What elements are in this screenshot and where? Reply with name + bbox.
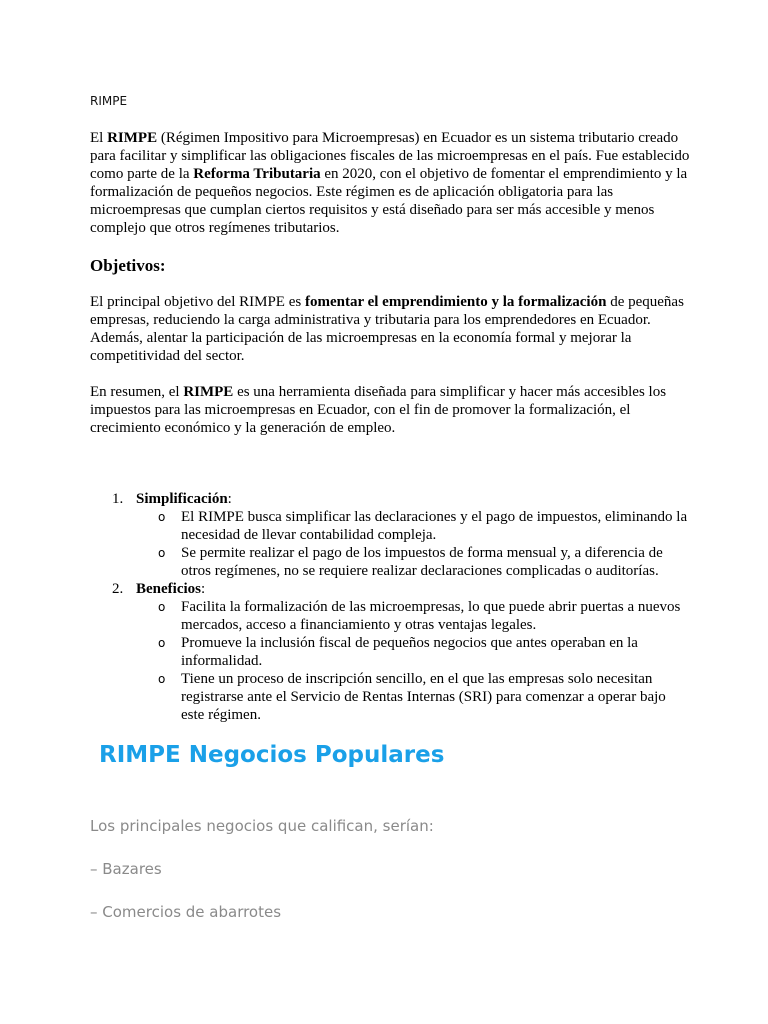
objetivo-text-1: El principal objetivo del RIMPE es	[90, 294, 305, 310]
list-item-simplificacion	[90, 490, 690, 580]
bullet-icon: o	[158, 546, 166, 560]
objetivo-paragraph	[90, 293, 690, 365]
resumen-text-2: es una herramienta diseñada para simplificar y hacer más accesibles los impuestos para las microempresas en Ecuador, con el fin de promover la formalización, el crecimiento económico y la generación de empleo.	[90, 384, 667, 436]
sub-list-text: Facilita la formalización de las microempresas, lo que puede abrir puertas a nuevos mercados, acceso a financiamiento y otras ventajas legales.	[181, 599, 681, 633]
objetivo-bold: fomentar el emprendimiento y la formalización	[304, 294, 607, 310]
sub-list-item	[136, 634, 690, 670]
bullet-icon: o	[158, 672, 166, 686]
intro-text-3: en 2020, con el objetivo de fomentar el emprendimiento y la formalización de pequeños negocios. Este régimen es de aplicación obligatoria para las microempresas que cumplan ciertos requisitos y está diseñado para ser más accesible y menos complejo que otros regímenes tributarios.	[90, 166, 688, 236]
resumen-paragraph	[90, 383, 690, 437]
sub-list-text: El RIMPE busca simplificar las declaraciones y el pago de impuestos, eliminando la necesidad de llevar contabilidad compleja.	[181, 509, 688, 543]
objetivos-heading: Objetivos:	[90, 256, 166, 275]
sub-list-text: Promueve la inclusión fiscal de pequeños negocios que antes operaban en la informalidad.	[181, 635, 638, 669]
sub-list-text: Tiene un proceso de inscripción sencillo, en el que las empresas solo necesitan registrarse ante el Servicio de Rentas Internas (SRI) para comenzar a operar bajo este régimen.	[181, 671, 666, 723]
intro-bold-reforma: Reforma Tributaria	[193, 166, 321, 182]
intro-paragraph	[90, 129, 690, 237]
objetivo-text-2: de pequeñas empresas, reduciendo la carga administrativa y tributaria para los emprendedores en Ecuador. Además, alentar la participación de las microempresas en la economía formal y mejorar la competitividad del sector.	[90, 294, 684, 364]
bullet-icon: o	[158, 510, 166, 524]
sub-list	[136, 508, 690, 580]
resumen-text-1: En resumen, el	[90, 384, 184, 400]
list-number: 1.	[112, 491, 124, 507]
negocios-intro: Los principales negocios que califican, serían:	[90, 817, 434, 835]
intro-bold-rimpe: RIMPE	[107, 130, 158, 146]
list-number: 2.	[112, 581, 124, 597]
intro-text-2: (Régimen Impositivo para Microempresas) en Ecuador es un sistema tributario creado para facilitar y simplificar las obligaciones fiscales de las microempresas en el país. Fue establecido como parte de la	[90, 130, 690, 182]
bullet-icon: o	[158, 636, 166, 650]
bullet-icon: o	[158, 600, 166, 614]
negocio-item-abarrotes: – Comercios de abarrotes	[90, 903, 282, 921]
sub-list-item	[136, 670, 690, 724]
sub-list	[136, 598, 690, 724]
list-colon: :	[201, 581, 206, 597]
negocio-item-bazares: – Bazares	[90, 860, 162, 878]
sub-list-item	[136, 544, 690, 580]
list-item-title: Beneficios	[136, 581, 201, 597]
document-title-small: RIMPE	[90, 94, 128, 108]
negocios-populares-heading: RIMPE Negocios Populares	[99, 742, 445, 768]
resumen-bold-rimpe: RIMPE	[183, 384, 234, 400]
list-item-beneficios	[90, 580, 690, 724]
list-colon: :	[227, 491, 232, 507]
sub-list-item	[136, 598, 690, 634]
numbered-list	[90, 490, 690, 724]
sub-list-item	[136, 508, 690, 544]
intro-text-1: El	[90, 130, 108, 146]
list-item-title: Simplificación	[136, 491, 228, 507]
sub-list-text: Se permite realizar el pago de los impuestos de forma mensual y, a diferencia de otros regímenes, no se requiere realizar declaraciones complicadas o auditorías.	[181, 545, 663, 579]
